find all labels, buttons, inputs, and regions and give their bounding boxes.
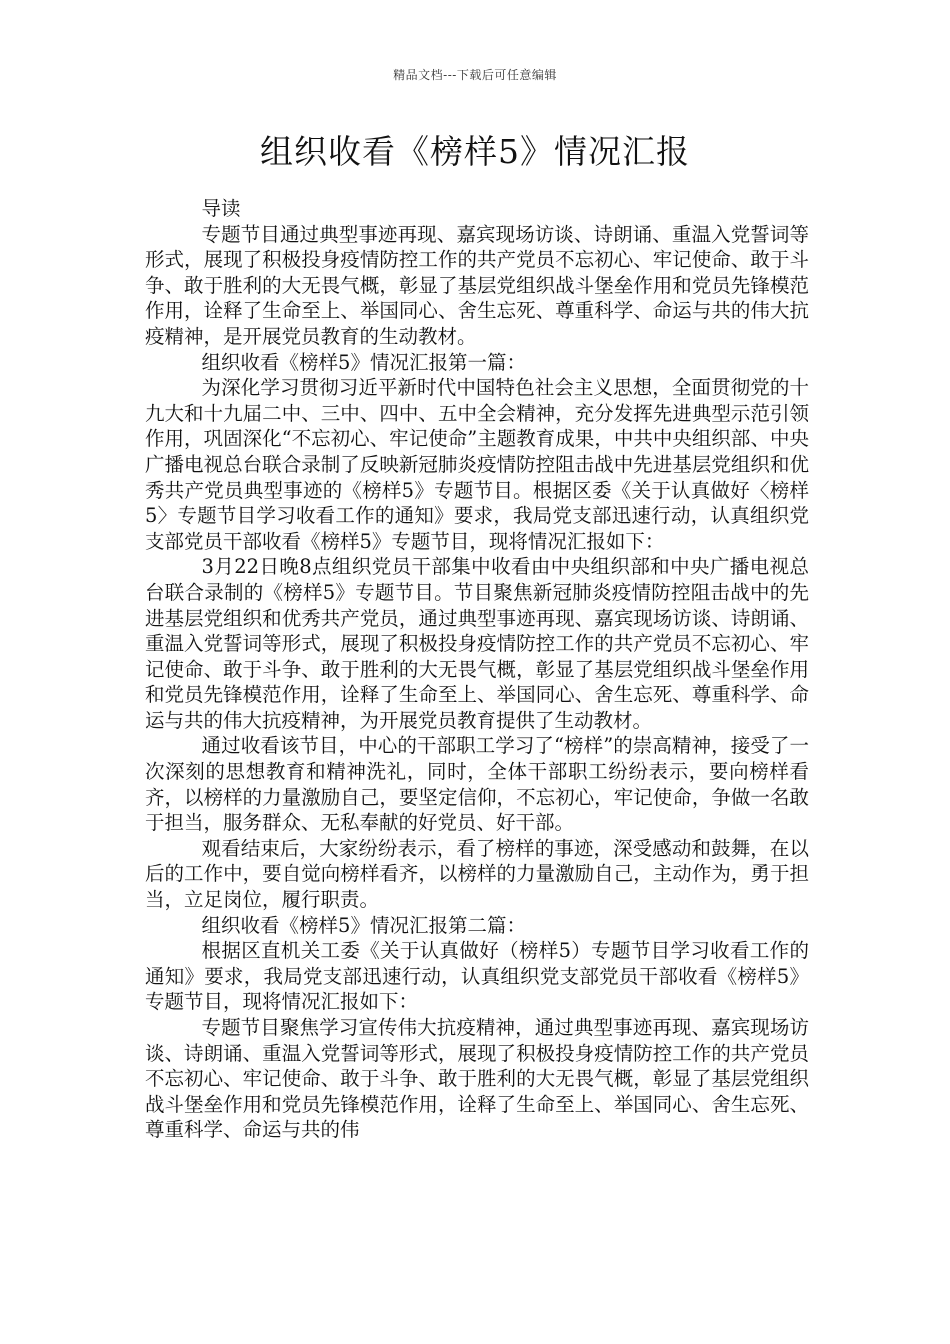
paragraph: 专题节目聚焦学习宣传伟大抗疫精神，通过典型事迹再现、嘉宾现场访谈、诗朗诵、重温入党誓词等形式，展现了积极投身疫情防控工作的共产党员不忘初心、牢记使命、敢于斗争、敢于胜利的大无畏气概，彰显了基层党组织战斗堡垒作用和党员先锋模范作用，诠释了生命至上、举国同心、舍生忘死、尊重科学、命运与共的伟: [145, 1016, 809, 1142]
document-title: 组织收看《榜样5》情况汇报: [260, 132, 690, 171]
paragraph: 为深化学习贯彻习近平新时代中国特色社会主义思想，全面贯彻党的十九大和十九届二中、三中、四中、五中全会精神，充分发挥先进典型示范引领作用，巩固深化“不忘初心、牢记使命”主题教育成果，中共中央组织部、中央广播电视总台联合录制了反映新冠肺炎疫情防控阻击战中先进基层党组织和优秀共产党员典型事迹的《榜样5》专题节目。根据区委《关于认真做好〈榜样5〉专题节目学习收看工作的通知》要求，我局党支部迅速行动，认真组织党支部党员干部收看《榜样5》专题节目，现将情况汇报如下：: [145, 376, 809, 553]
header-note: 精品文档---下载后可任意编辑: [393, 68, 557, 82]
section-heading: 组织收看《榜样5》情况汇报第二篇：: [201, 913, 526, 937]
paragraph: 3月22日晚8点组织党员干部集中收看由中央组织部和中央广播电视总台联合录制的《榜样5》专题节目。节目聚焦新冠肺炎疫情防控阻击战中的先进基层党组织和优秀共产党员，通过典型事迹再现、嘉宾现场访谈、诗朗诵、重温入党誓词等形式，展现了积极投身疫情防控工作的共产党员不忘初心、牢记使命、敢于斗争、敢于胜利的大无畏气概，彰显了基层党组织战斗堡垒作用和党员先锋模范作用，诠释了生命至上、举国同心、舍生忘死、尊重科学、命运与共的伟大抗疫精神，为开展党员教育提供了生动教材。: [145, 555, 809, 732]
paragraph: 根据区直机关工委《关于认真做好（榜样5）专题节目学习收看工作的通知》要求，我局党支部迅速行动，认真组织党支部党员干部收看《榜样5》专题节目，现将情况汇报如下：: [145, 939, 809, 1014]
paragraph: 观看结束后，大家纷纷表示，看了榜样的事迹，深受感动和鼓舞，在以后的工作中，要自觉向榜样看齐，以榜样的力量激励自己，主动作为，勇于担当，立足岗位，履行职责。: [145, 836, 809, 912]
intro-heading: 导读: [201, 197, 241, 220]
paragraph: 通过收看该节目，中心的干部职工学习了“榜样”的崇高精神，接受了一次深刻的思想教育和精神洗礼，同时，全体干部职工纷纷表示，要向榜样看齐，以榜样的力量激励自己，要坚定信仰，不忘初心，牢记使命，争做一名敢于担当，服务群众、无私奉献的好党员、好干部。: [145, 734, 809, 835]
section-heading: 组织收看《榜样5》情况汇报第一篇：: [201, 350, 526, 374]
paragraph: 专题节目通过典型事迹再现、嘉宾现场访谈、诗朗诵、重温入党誓词等形式，展现了积极投身疫情防控工作的共产党员不忘初心、牢记使命、敢于斗争、敢于胜利的大无畏气概，彰显了基层党组织战斗堡垒作用和党员先锋模范作用，诠释了生命至上、举国同心、舍生忘死、尊重科学、命运与共的伟大抗疫精神，是开展党员教育的生动教材。: [145, 222, 809, 348]
document-body: [145, 196, 809, 1143]
